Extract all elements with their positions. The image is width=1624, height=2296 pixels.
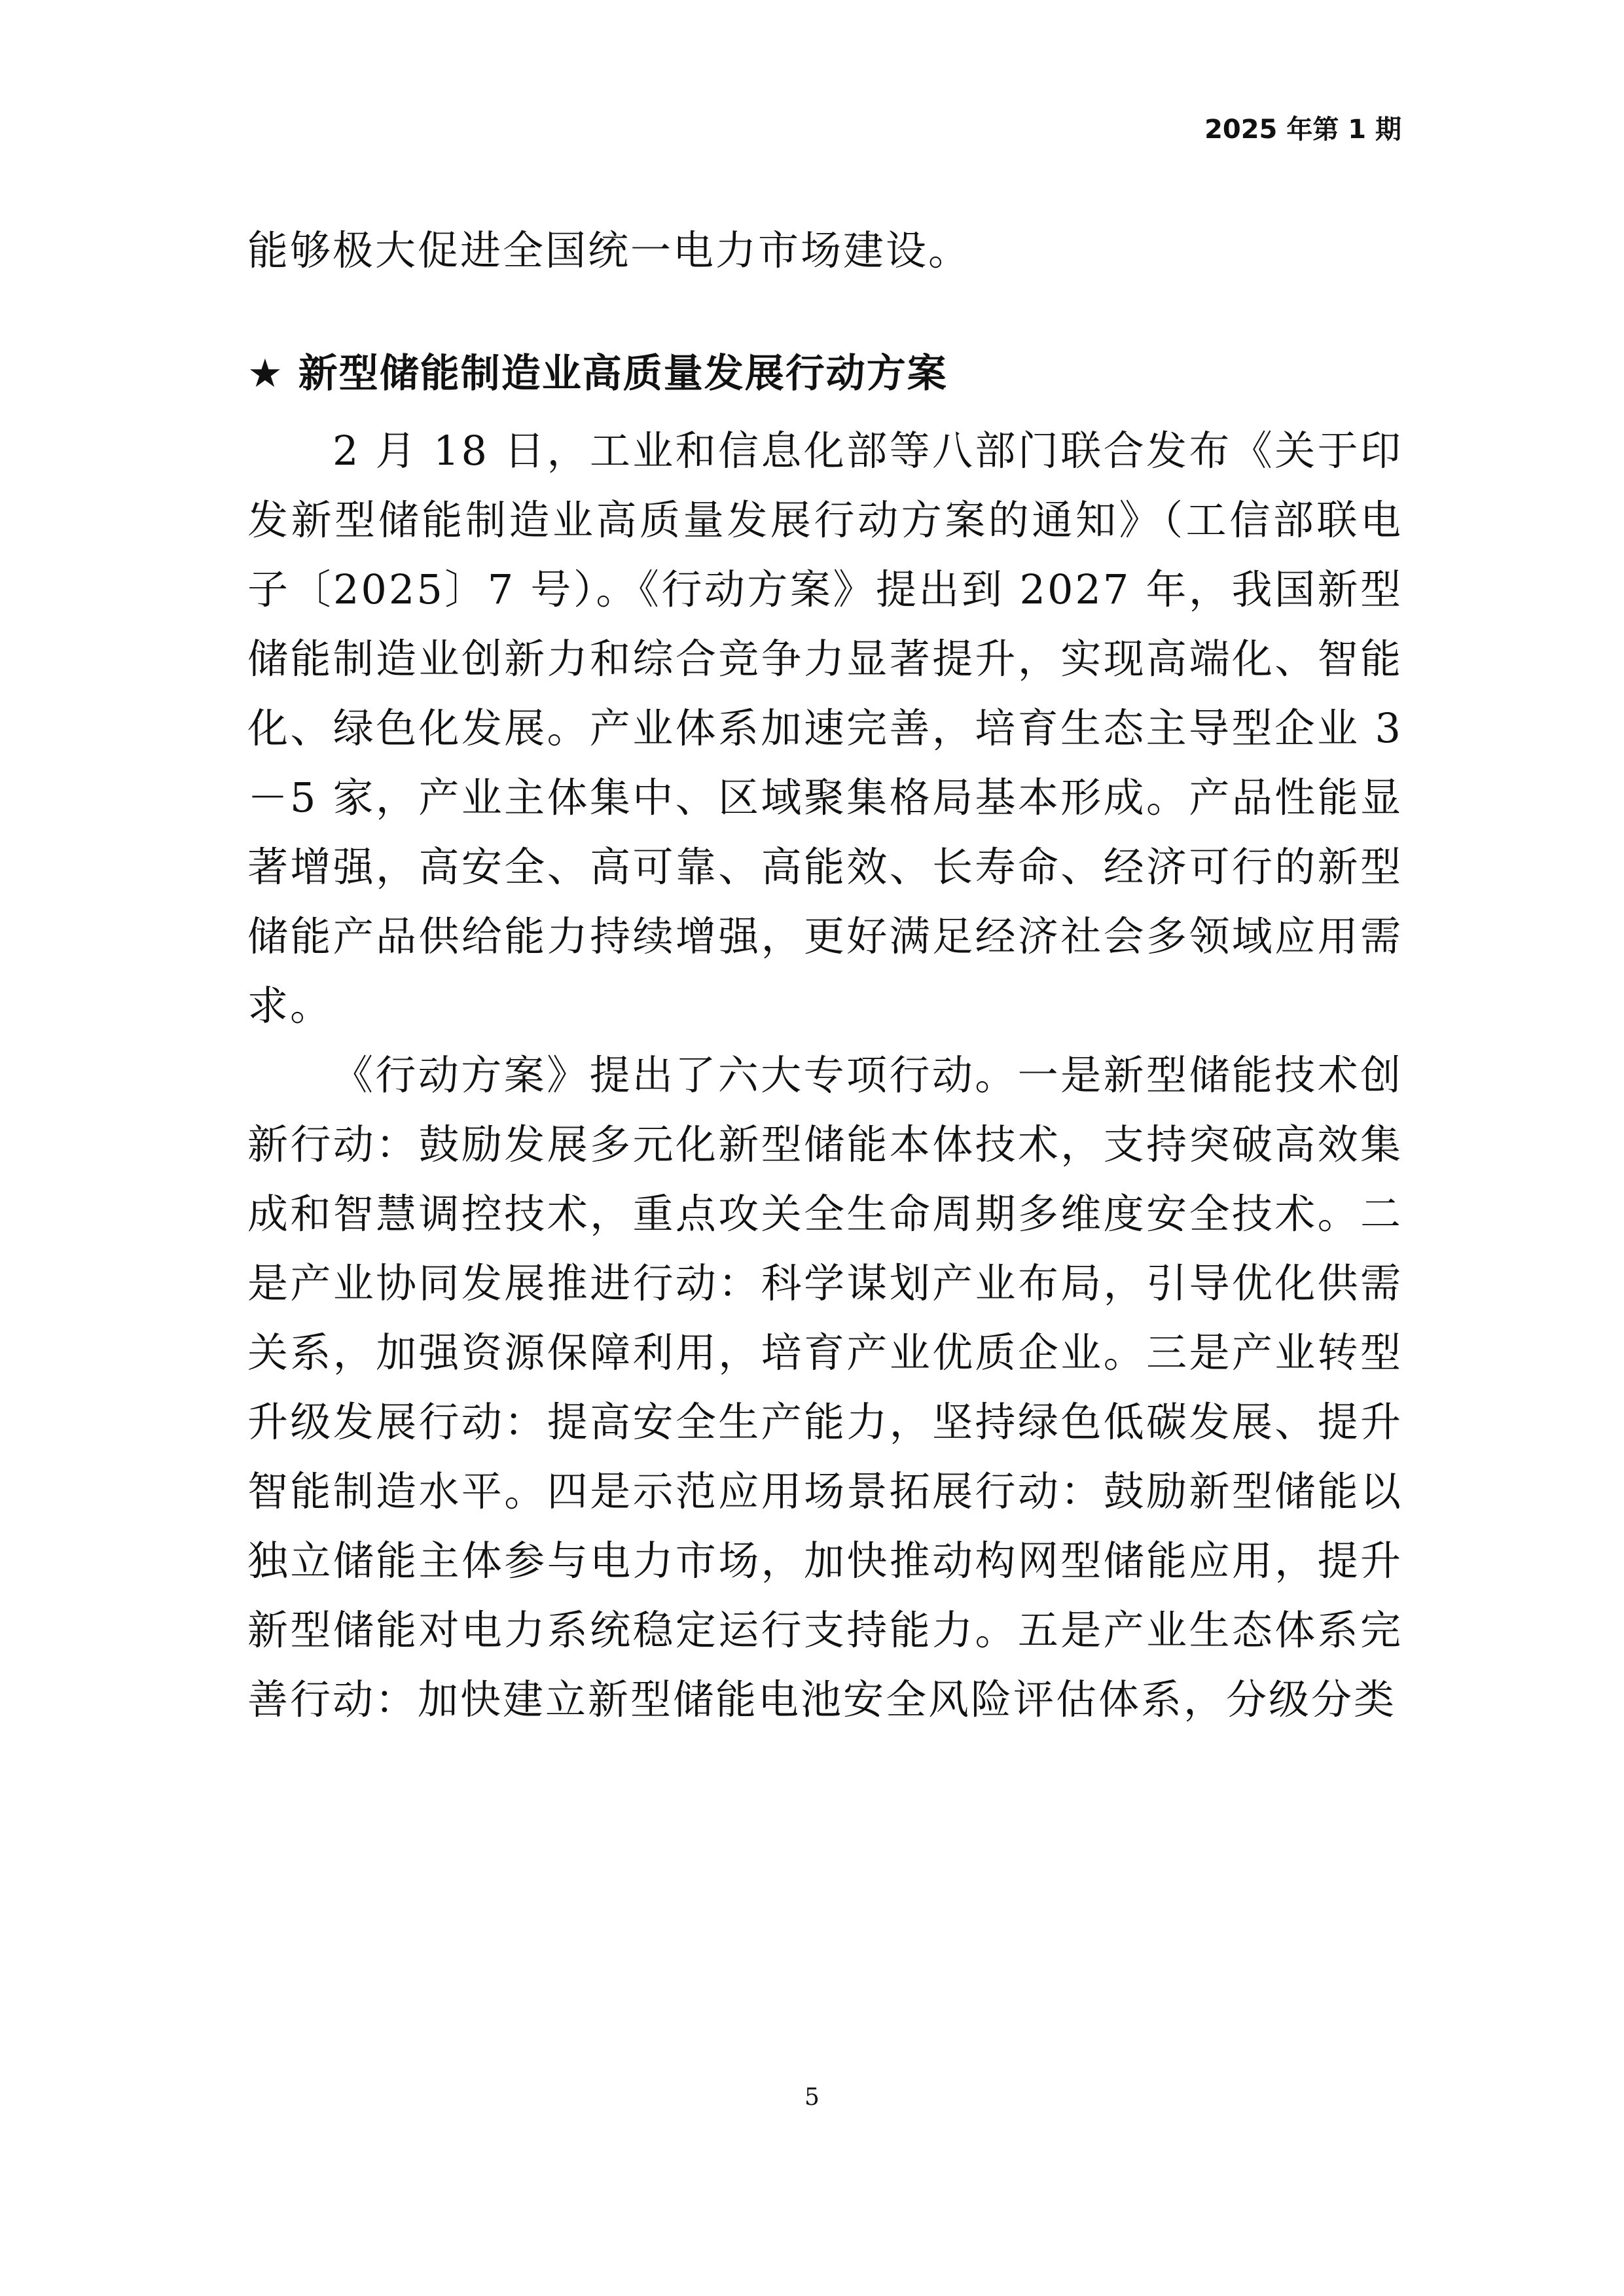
- paragraph-announcement: 2 月 18 日，工业和信息化部等八部门联合发布《关于印发新型储能制造业高质量发展行动方案的通知》（工信部联电子〔2025〕7 号）。《行动方案》提出到 2027 年，我国新型储能制造业创新力和综合竞争力显著提升，实现高端化、智能化、绿色化发展。产业体系加速完善，培育生态主导型企业 3－5 家，产业主体集中、区域聚集格局基本形成。产品性能显著增强，高安全、高可靠、高能效、长寿命、经济可行的新型储能产品供给能力持续增强，更好满足经济社会多领域应用需求。: [247, 427, 1403, 1030]
- continuation-paragraph: 能够极大促进全国统一电力市场建设。: [247, 226, 971, 274]
- article-body: [247, 216, 1403, 1734]
- section-title: 新型储能制造业高质量发展行动方案: [298, 351, 948, 397]
- paragraph-actions: 《行动方案》提出了六大专项行动。一是新型储能技术创新行动：鼓励发展多元化新型储能本体技术，支持突破高效集成和智慧调控技术，重点攻关全生命周期多维度安全技术。二是产业协同发展推进行动：科学谋划产业布局，引导优化供需关系，加强资源保障利用，培育产业优质企业。三是产业转型升级发展行动：提高安全生产能力，坚持绿色低碳发展、提升智能制造水平。四是示范应用场景拓展行动：鼓励新型储能以独立储能主体参与电力市场，加快推动构网型储能应用，提升新型储能对电力系统稳定运行支持能力。五是产业生态体系完善行动：加快建立新型储能电池安全风险评估体系，分级分类: [247, 1051, 1403, 1723]
- star-icon: ★: [247, 351, 284, 397]
- page-number: 5: [804, 2084, 820, 2111]
- section-heading: [247, 331, 1403, 416]
- issue-label: 2025 年第 1 期: [1204, 115, 1401, 145]
